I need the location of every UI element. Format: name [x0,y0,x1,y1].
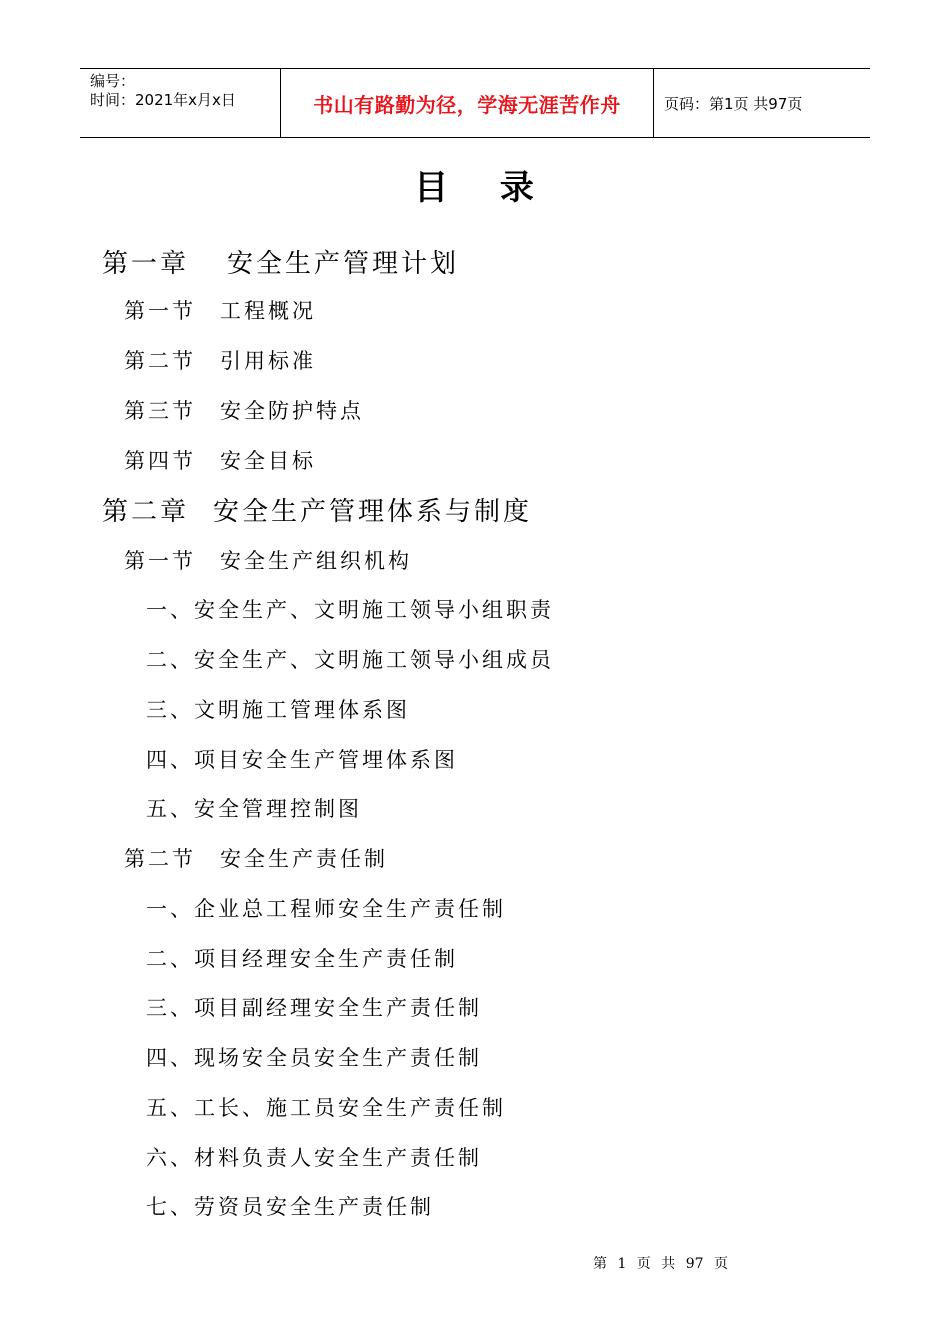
toc-section[interactable] [124,545,412,575]
toc-section-title: 安全目标 [220,449,316,473]
toc-section-title: 安全生产责任制 [220,847,388,871]
page-title: 目 录 [414,168,536,208]
toc-item[interactable]: 三、项目副经理安全生产责任制 [146,996,482,1020]
toc-section-number: 第四节 [124,449,196,473]
toc-section[interactable] [124,445,316,475]
toc-item[interactable]: 四、项目安全生产管埋体系图 [146,748,458,772]
document-time-label: 时间：2021年x月x日 [90,91,236,109]
toc-chapter[interactable] [102,491,532,528]
toc-item[interactable]: 五、工长、施工员安全生产责任制 [146,1096,506,1120]
toc-chapter-number: 第二章 [102,497,190,527]
toc-item[interactable]: 二、安全生产、文明施工领导小组成员 [146,648,554,672]
toc-section-number: 第一节 [124,549,196,573]
toc-section-title: 安全生产组织机构 [220,549,412,573]
toc-item[interactable]: 六、材料负责人安全生产责任制 [146,1146,482,1170]
header-page-code: 页码：第1页 共97页 [664,94,803,113]
toc-item[interactable]: 一、安全生产、文明施工领导小组职责 [146,598,554,622]
toc-section-title: 安全防护特点 [220,399,364,423]
header-motto: 书山有路勤为径，学海无涯苦作舟 [313,92,621,117]
toc-section-number: 第一节 [124,299,196,323]
toc-item[interactable]: 五、安全管理控制图 [146,797,362,821]
toc-item[interactable]: 四、现场安全员安全生产责任制 [146,1046,482,1070]
toc-item[interactable]: 七、劳资员安全生产责任制 [146,1195,434,1219]
toc-item[interactable]: 二、项目经理安全生产责任制 [146,947,458,971]
toc-section[interactable] [124,345,316,375]
toc-chapter-title: 安全生产管理计划 [227,249,460,279]
toc-section-title: 引用标准 [220,349,316,373]
document-number-label: 编号： [90,72,136,90]
toc-chapter-number: 第一章 [102,249,190,279]
toc-section-number: 第二节 [124,847,196,871]
toc-section-title: 工程概况 [220,299,316,323]
toc-section[interactable] [124,395,364,425]
toc-chapter[interactable] [102,243,459,280]
toc-section[interactable] [124,843,388,873]
toc-chapter-title: 安全生产管理体系与制度 [213,497,533,527]
toc-section-number: 第二节 [124,349,196,373]
toc-section[interactable] [124,295,316,325]
toc-item[interactable]: 三、文明施工管理体系图 [146,698,410,722]
toc-section-number: 第三节 [124,399,196,423]
toc-item[interactable]: 一、企业总工程师安全生产责任制 [146,897,506,921]
page-footer: 第 1 页 共 97 页 [593,1256,728,1272]
